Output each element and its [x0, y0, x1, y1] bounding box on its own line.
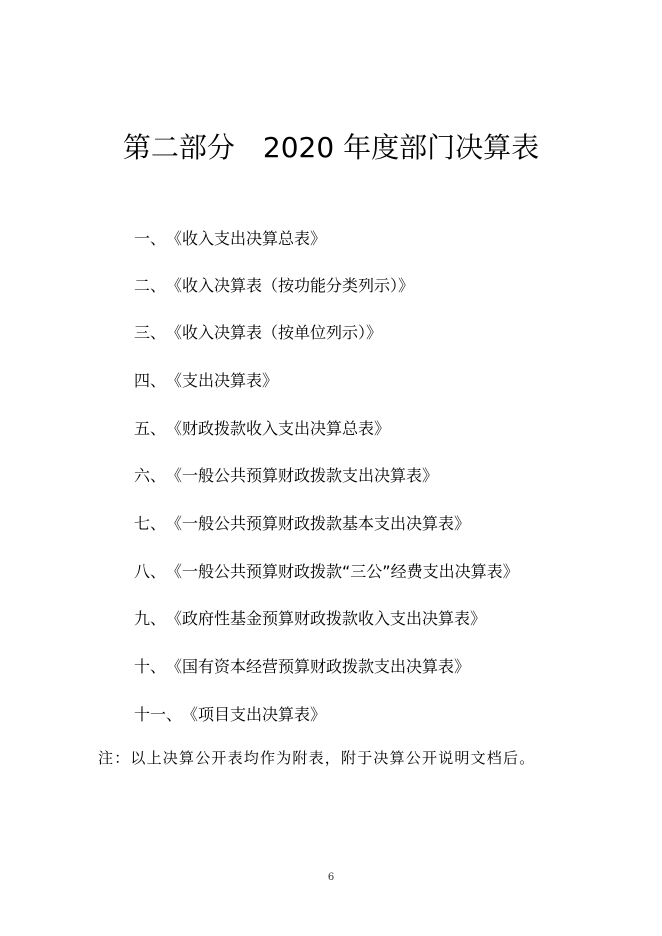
- toc-item: 四、《支出决算表》: [134, 371, 279, 390]
- toc-item: 七、《一般公共预算财政拨款基本支出决算表》: [134, 514, 471, 533]
- title-part: 第二部分: [122, 131, 235, 164]
- title-main: 2020 年度部门决算表: [262, 131, 540, 164]
- toc-item: 二、《收入决算表（按功能分类列示）》: [134, 276, 415, 295]
- toc-item: 十、《国有资本经营预算财政拨款支出决算表》: [134, 657, 471, 676]
- toc-item: 九、《政府性基金预算财政拨款收入支出决算表》: [134, 609, 487, 628]
- toc-item: 五、《财政拨款收入支出决算总表》: [134, 419, 391, 438]
- toc-item: 一、《收入支出决算总表》: [134, 229, 327, 248]
- page-title: [0, 128, 662, 168]
- page-number: 6: [327, 872, 335, 883]
- footnote: 注：以上决算公开表均作为附表，附于决算公开说明文档后。: [98, 749, 536, 767]
- toc-item: 八、《一般公共预算财政拨款“三公”经费支出决算表》: [134, 562, 519, 581]
- toc-item: 十一、《项目支出决算表》: [134, 705, 327, 724]
- toc-item: 三、《收入决算表（按单位列示）》: [134, 323, 383, 342]
- toc-item: 六、《一般公共预算财政拨款支出决算表》: [134, 466, 439, 485]
